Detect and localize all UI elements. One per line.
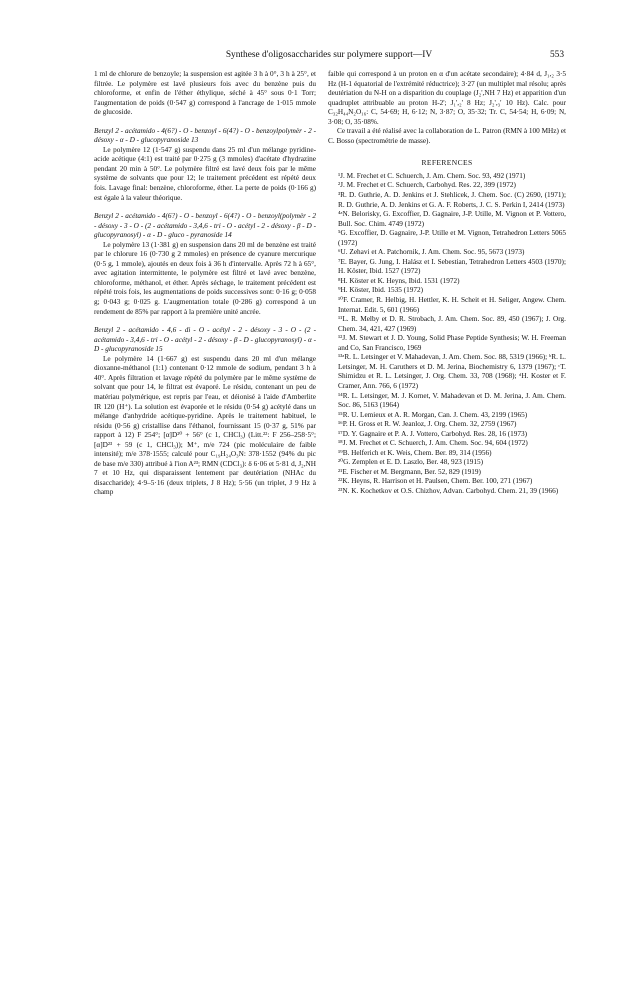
reference-item: ¹⁹B. Helferich et K. Weis, Chem. Ber. 89, 314 (1956) — [338, 448, 492, 457]
reference-item: ¹J. M. Frechet et C. Schuerch, J. Am. Chem. Soc. 93, 492 (1971) — [338, 171, 526, 180]
reference-item: ⁹H. Köster, Ibid. 1535 (1972) — [338, 286, 423, 295]
left-column — [94, 70, 316, 498]
reference-item: ¹⁴R. L. Letsinger, M. J. Kornet, V. Mahadevan et D. M. Jerina, J. Am. Chem. Soc. 86, 5163 (1964) — [338, 391, 566, 410]
compound-heading: Benzyl 2 - acétamido - 4(6?) - O - benzoyl - 6(4?) - O - benzoylpolymèr - 2 - désoxy - α - D - glucopyranoside 13 — [94, 126, 316, 145]
body-paragraph: Le polymère 14 (1·667 g) est suspendu dans 20 ml d'un mélange dioxanne-méthanol (1:1) contenant 0·12 mmole de sodium, pendant 3 h à 40°. Après filtration et lavage répété du polymère par le même système de solvant que pour 14, le filtrat est évaporé. Le résidu, contenant un peu de matériau polymérique, est repris par l'eau, et déionisé à l'aide d'Amberlite IR 120 (H⁺). La solution est évaporée et le résidu (0·54 g) acétylé dans un mélange d'anhydride acétique-pyridine. Après le traitement habituel, le résidu (0·56 g) cristallise dans l'éthanol, fournissant 15 (0·37 g, 51% par rapport à 12) F 254°; [α]D²⁰ + 56° (c 1, CHCl₃) (Litt.²²: F 256–258·5°; [α]D²³ + 59 (c 1, CHCl₃)); M⁺, m/e 724 (pic moléculaire de faible intensité); m/e 378·1555; calculé pour C₁₉H₂₄O₃N: 378·1552 (94% du pic de base m/e 330) attribué à l'ion A²³; RMN (CDCl₃): δ 6·06 et 5·81 d, J₂,NH 7 et 10 Hz, qui disparaissent lentement par deutériation (NHAc du disaccharide); 4·9–5·16 (deux triplets, J 8 Hz); 5·56 (un triplet, J 9 Hz à champ — [94, 354, 316, 497]
reference-item: ²²K. Heyns, R. Harrison et H. Paulsen, Chem. Ber. 100, 271 (1967) — [338, 477, 533, 486]
reference-item: ²¹E. Fischer et M. Bergmann, Ber. 52, 829 (1919) — [338, 467, 481, 476]
right-column — [328, 70, 566, 497]
reference-item: ⁵G. Excoffier, D. Gagnaire, J-P. Utille et M. Vignon, Tetrahedron Letters 5065 (1972) — [338, 229, 566, 247]
reference-item: ²⁰G. Zemplen et E. D. Laszlo, Ber. 48, 923 (1915) — [338, 458, 484, 467]
compound-heading: Benzyl 2 - acétamido - 4(6?) - O - benzoyl - 6(4?) - O - benzoyl(polymèr - 2 - désoxy - 3 - O - (2 - acétamido - 3,4,6 - tri - O - acétyl - 2 - désoxy - β - D - glucopyranosyl) - α - D - gluco - pyranoside 14 — [94, 212, 316, 240]
running-title: Synthese d'oligosaccharides sur polymere support—IV — [225, 50, 433, 60]
body-paragraph: Ce travail a été réalisé avec la collaboration de L. Patron (RMN à 100 MHz) et C. Bosso (spectrométrie de masse). — [328, 127, 566, 145]
reference-item: ⁴ᵃN. Belorisky, G. Excoffier, D. Gagnaire, J-P. Utille, M. Vignon et P. Vottero, Bull. Soc. Chim. 4749 (1972) — [338, 210, 566, 228]
body-paragraph: 1 ml de chlorure de benzoyle; la suspension est agitée 3 h à 0°, 3 h à 25°, et filtrée. Le polymère est lavé plusieurs fois avec du benzène puis du chloroforme, et enfin de l'éther éthylique, séché à 45° sous 0·1 Torr; l'augmentation de poids (0·547 g) correspond à l'ancrage de 1·015 mmole de glucoside. — [94, 70, 316, 117]
body-paragraph: Le polymère 13 (1·381 g) en suspension dans 20 ml de benzène est traité par le chlorure 16 (0·730 g 2 mmoles) en présence de cyanure mercurique (0·5 g, 1 mmole), ajoutés en deux fois à 36 h d'intervalle. Après 72 h à 65°, avec agitation intermittente, le polymère est filtré et lavé avec benzène, chloroforme, méthanol, et éther. Après séchage, le traitement précédent est répété trois fois, les augmentations de poids successives sont: 0·16 g; 0·058 g; 0·043 g; 0·025 g. L'augmentation totale (0·286 g) correspond à un rendement de 85% par rapport à la première unité ancrée. — [94, 240, 316, 316]
reference-item: ¹⁰F. Cramer, R. Helbig, H. Hettler, K. H. Scheit et H. Seliger, Angew. Chem. Internat. Edit. 5, 601 (1966) — [338, 296, 566, 314]
reference-item: ¹⁷D. Y. Gagnaire et P. A. J. Vottero, Carbohyd. Res. 28, 16 (1973) — [338, 429, 528, 438]
reference-item: ¹⁸J. M. Frechet et C. Schuerch, J. Am. Chem. Soc. 94, 604 (1972) — [338, 439, 528, 448]
references-heading: REFERENCES — [421, 158, 473, 168]
reference-item: ⁸H. Köster et K. Heyns, Ibid. 1531 (1972) — [338, 276, 460, 285]
reference-item: ⁶U. Zehavi et A. Patchornik, J. Am. Chem. Soc. 95, 5673 (1973) — [338, 248, 525, 257]
reference-item: ²J. M. Frechet et C. Schuerch, Carbohyd. Res. 22, 399 (1972) — [338, 181, 516, 190]
reference-item: ¹⁶P. H. Gross et R. W. Jeanloz, J. Org. Chem. 32, 2759 (1967) — [338, 420, 517, 429]
reference-item: ²³N. K. Kochetkov et O.S. Chizhov, Advan. Carbohyd. Chem. 21, 39 (1966) — [338, 486, 559, 495]
reference-item: ⁷E. Bayer, G. Jung, I. Halász et I. Sebestian, Tetrahedron Letters 4503 (1970); H. Köster, Ibid. 1527 (1972) — [338, 257, 566, 276]
body-paragraph: Le polymère 12 (1·547 g) suspendu dans 25 ml d'un mélange pyridine-acide acétique (4:1) est traité par 0·275 g (3 mmoles) d'acétate d'hydrazine pendant 20 min à 50°. Le polymère filtré est lavé deux fois par le même système de solvants que pour 12; le traitement précédent est répété deux fois. Lavage final: benzène, chloroforme, éther. La perte de poids (0·166 g) est égale à la valeur théorique. — [94, 145, 316, 202]
running-header — [94, 50, 564, 66]
reference-item: ¹¹L. R. Melby et D. R. Strobach, J. Am. Chem. Soc. 89, 450 (1967); J. Org. Chem. 34, 421, 427 (1969) — [338, 315, 566, 333]
page-number: 553 — [549, 50, 564, 60]
reference-item: ³R. D. Guthrie, A. D. Jenkins et J. Stehlicek, J. Chem. Soc. (C) 2690, (1971); R. D. Guthrie, A. D. Jenkins et G. A. F. Roberts, J. C. S. Perkin I, 2414 (1973) — [338, 191, 566, 209]
compound-heading: Benzyl 2 - acétamido - 4,6 - di - O - acétyl - 2 - désoxy - 3 - O - (2 - acétamido - 3,4,6 - tri - O - acétyl - 2 - désoxy - β - D - glucopyranosyl) - α - D - glucopyranoside 15 — [94, 326, 316, 354]
body-paragraph: faible qui correspond à un proton en α d'un acétate secondaire); 4·84 d, J₁,₂ 3·5 Hz (H-1 équatorial de l'extrémité réductrice); 3·27 (un multiplet mal résolu; après deutériation du N-H on a disparition du couplage (J₂',NH 7 Hz) et apparition d'un quadruplet attribuable au proton H-2'; J₁',₂' 8 Hz; J₂',₃' 10 Hz). Calc. pour C₃₂H₄₄N₂O₁₆: C, 54·69; H, 6·12; N, 3·87; O, 35·32; Tr. C, 54·54; H, 6·09; N, 3·08; O, 35·08%. — [328, 70, 566, 126]
reference-item: ¹³ᵃR. L. Letsinger et V. Mahadevan, J. Am. Chem. Soc. 88, 5319 (1966); ᵇR. L. Letsinger, M. H. Caruthers et D. M. Jerina, Biochemistry 6, 1379 (1967); ᶜT. Shimidzu et R. L. Letsinger, J. Org. Chem. 33, 708 (1968); ᵈH. Koster et F. Cramer, Ann. 766, 6 (1972) — [338, 353, 566, 390]
reference-item: ¹⁵R. U. Lemieux et A. R. Morgan, Can. J. Chem. 43, 2199 (1965) — [338, 410, 528, 419]
reference-item: ¹²J. M. Stewart et J. D. Young, Solid Phase Peptide Synthesis; W. H. Freeman and Co, San Francisco, 1969 — [338, 334, 566, 352]
